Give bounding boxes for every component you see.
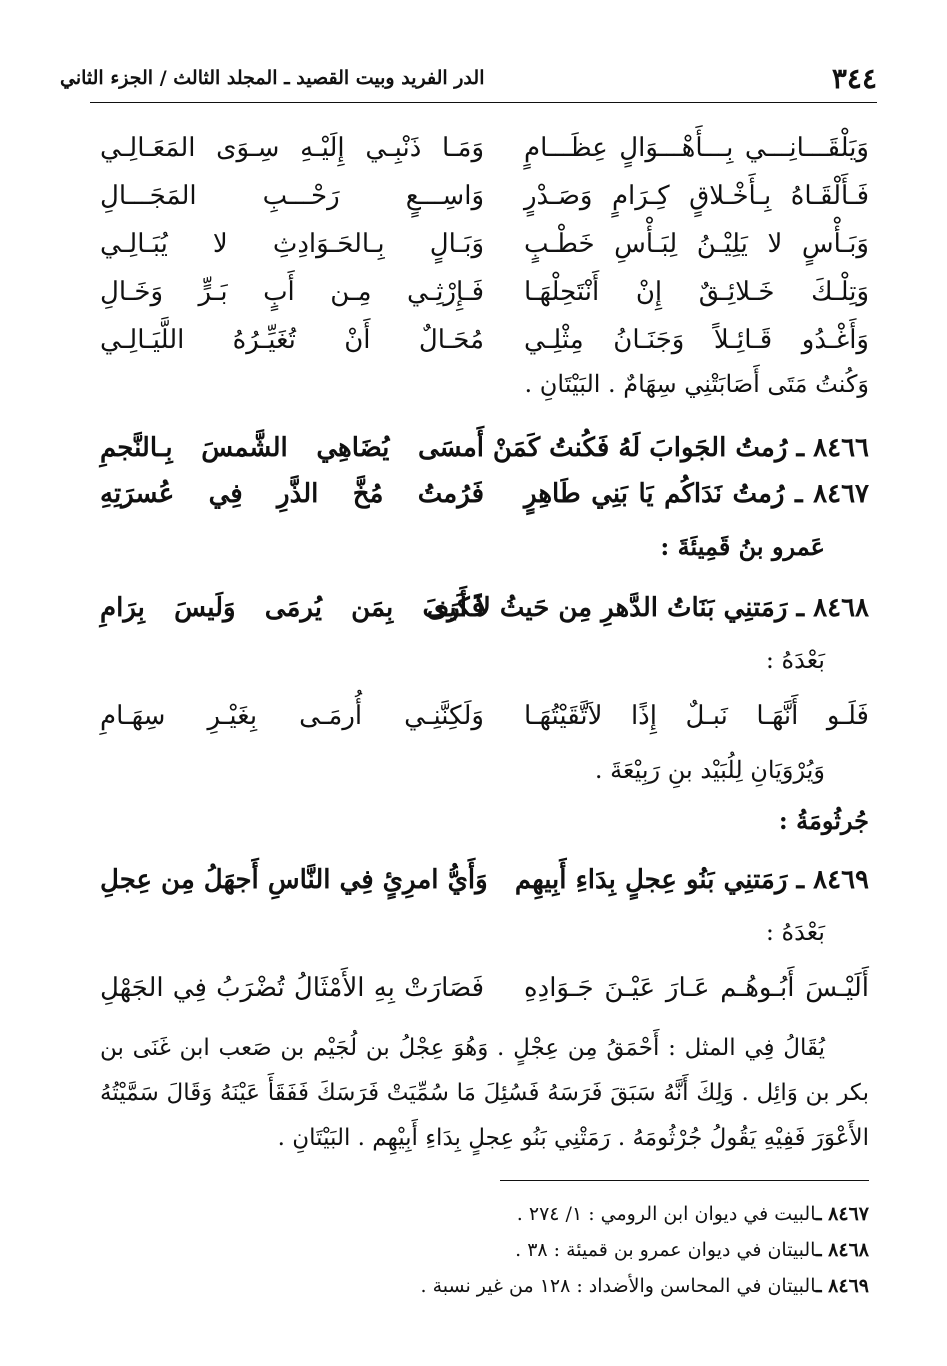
second-hemistich: وَلَكِنَّنِـي أُرمَـى بِغَيْـرِ سِهَـامِ <box>100 701 484 731</box>
first-hemistich: أَلَيْـسَ أَبُـوهُـم عَـارَ عَيْـنَ جَـوَادِهِ <box>524 973 869 1003</box>
footnote-number: ٨٤٦٩ ـ <box>815 1275 869 1297</box>
second-hemistich: أَمسَى يُضَاهِي الشَّمسَ بِـالنَّجمِ <box>100 433 484 463</box>
footnote-text: البيت في ديوان ابن الرومي : ١/ ٢٧٤ . <box>516 1203 816 1225</box>
poet-name: عَمرو بنُ قَمِيئَةَ : <box>660 532 825 561</box>
after-label: بَعْدَهُ : <box>765 646 825 674</box>
page-number: ٣٤٤ <box>831 61 877 95</box>
first-hemistich <box>514 865 869 895</box>
poem-couplet <box>100 316 869 364</box>
second-hemistich: مُحَـالٌ أَنْ تُغَيِّـرُهُ اللَّيَـالِـي <box>100 325 484 355</box>
first-hemistich: وَأَغْـدُو قَـائِـلاً وَجَنَـانُ مِثْلِـي <box>524 325 869 355</box>
second-hemistich: فَـإِرْثِـي مِـن أَبٍ بَـرٍّ وَخَـالِ <box>100 277 484 307</box>
first-hemistich <box>426 593 869 623</box>
poem-couplet <box>100 692 869 740</box>
verse-number: ٨٤٦٩ ـ <box>796 865 869 895</box>
header-rule <box>90 102 877 103</box>
verse-8467 <box>100 470 869 518</box>
footnotes <box>80 1196 869 1304</box>
hemistich-text: رُمتُ نَدَاكُم يَا بَنِي طَاهِرٍ <box>524 479 785 509</box>
second-hemistich: فَصَارَتْ بِهِ الأَمْثَالُ تُضْرَبُ فِي الجَهْلِ <box>100 973 484 1003</box>
first-hemistich <box>492 433 869 463</box>
footnote-number: ٨٤٦٧ ـ <box>815 1203 869 1225</box>
prose-line: الأَعْوَرَ فَفِيْهِ يَقُولُ جُرْثُومَهُ . رَمَتْنِي بَنُو عِجلٍ بِدَاءِ أَبِيْهِم . البَيْتَانِ . <box>277 1125 869 1151</box>
first-hemistich: وَتِلْـكَ خَـلائِـقٌ إِنْ أَنْتَحِلْهَـا <box>524 277 869 307</box>
verse-number: ٨٤٦٧ ـ <box>795 479 869 509</box>
second-hemistich: فَرُمتُ مُخَّ الذَّرِ فِي عُسرَتِهِ <box>100 479 484 509</box>
prose-paragraph <box>100 1026 869 1161</box>
first-hemistich <box>524 479 869 509</box>
second-hemistich: فَكَيفَ بِمَن يُرمَى وَلَيسَ بِرَامِ <box>100 593 484 623</box>
first-hemistich: وَبَـأْسٍ لا يَلِيْـنُ لِبَـأْسِ خَطْـبٍ <box>524 229 869 259</box>
footnote-rule <box>500 1180 869 1181</box>
remark-line: وَيُرْوَيَانِ لِلُبَيْد بنِ رَبِيْعَةَ . <box>594 756 825 784</box>
running-title: الدر الفريد وبيت القصيد ـ المجلد الثالث / الجزء الثاني <box>60 67 485 89</box>
first-hemistich: فَـأَلْقَـاهُ بِـأَخْـلاقٍ كِـرَامٍ وَصَـدْرٍ <box>524 181 869 211</box>
first-hemistich: فَلَـو أَنَّهَـا نَبـلٌ إِذًا لاَتَّقَيْتُهَـا <box>524 701 869 731</box>
remark-line: وَكُنتُ مَتَى أَصَابَتْنِي سِهَامٌ . البَيْتَانِ . <box>524 370 869 398</box>
poet-name: جُرثُومَةُ : <box>778 806 869 835</box>
second-hemistich: وَمَـا ذَنْبِـي إِلَيْـهِ سِـوَى المَعَـالِـي <box>100 133 484 163</box>
hemistich-text: رَمَتنِي بَنَاتُ الدَّهرِ مِن حَيثُ لاَ أَرَى <box>426 593 788 623</box>
hemistich-text: رُمتُ الجَوابَ لَهُ فَكُنتُ كَمَنْ <box>492 433 788 463</box>
verse-number: ٨٤٦٨ ـ <box>796 593 869 623</box>
after-label: بَعْدَهُ : <box>765 918 825 946</box>
prose-line: يُقَالُ فِي المثل : أَحْمَقُ مِن عِجْلٍ . وَهُوَ عِجْلُ بن لُجَيْم بن صَعب ابن غَنَى بن <box>100 1035 825 1061</box>
poem-couplet <box>100 964 869 1012</box>
poem-couplet <box>100 268 869 316</box>
footnote-text: البيتان في المحاسن والأضداد : ١٢٨ من غير نسبة . <box>420 1275 816 1297</box>
page-header <box>60 58 877 98</box>
hemistich-text: رَمَتنِي بَنُو عِجلٍ بِدَاءِ أَبِيهِم <box>514 865 788 895</box>
second-hemistich: وَاسِـــعٍ رَحْـــبِ المَجَـــالِ <box>100 181 484 211</box>
verse-8468 <box>100 584 869 632</box>
verse-number: ٨٤٦٦ ـ <box>796 433 869 463</box>
second-hemistich: وَبَـالٍ بِـالحَـوَادِثِ لا يُبَـالِـي <box>100 229 484 259</box>
verse-8469 <box>100 856 869 904</box>
second-hemistich: وَأَيُّ امرِئٍ فِي النَّاسِ أَجهَلُ مِن عِجلِ <box>100 865 488 895</box>
poem-couplet <box>100 172 869 220</box>
poem-couplet <box>100 220 869 268</box>
footnote <box>80 1232 869 1268</box>
verse-8466 <box>100 424 869 472</box>
prose-line: بكر بن وَائِل . وَلِكَ أَنَّهُ سَبَقَ فَرَسَهُ فَسُئِلَ مَا سُمِّيَتْ فَرَسَكَ فَفَقَأَ عَيْنَهُ وَقَالَ سَمَّيْتُهُ <box>100 1080 869 1106</box>
footnote-number: ٨٤٦٨ ـ <box>815 1239 869 1261</box>
poem-couplet <box>100 124 869 172</box>
first-hemistich: وَيَلْقَـــانِـــي بِـــأَهْـــوَالٍ عِظَـــامٍ <box>524 133 869 163</box>
footnote-text: البيتان في ديوان عمرو بن قميئة : ٣٨ . <box>515 1239 816 1261</box>
footnote <box>80 1196 869 1232</box>
footnote <box>80 1268 869 1304</box>
